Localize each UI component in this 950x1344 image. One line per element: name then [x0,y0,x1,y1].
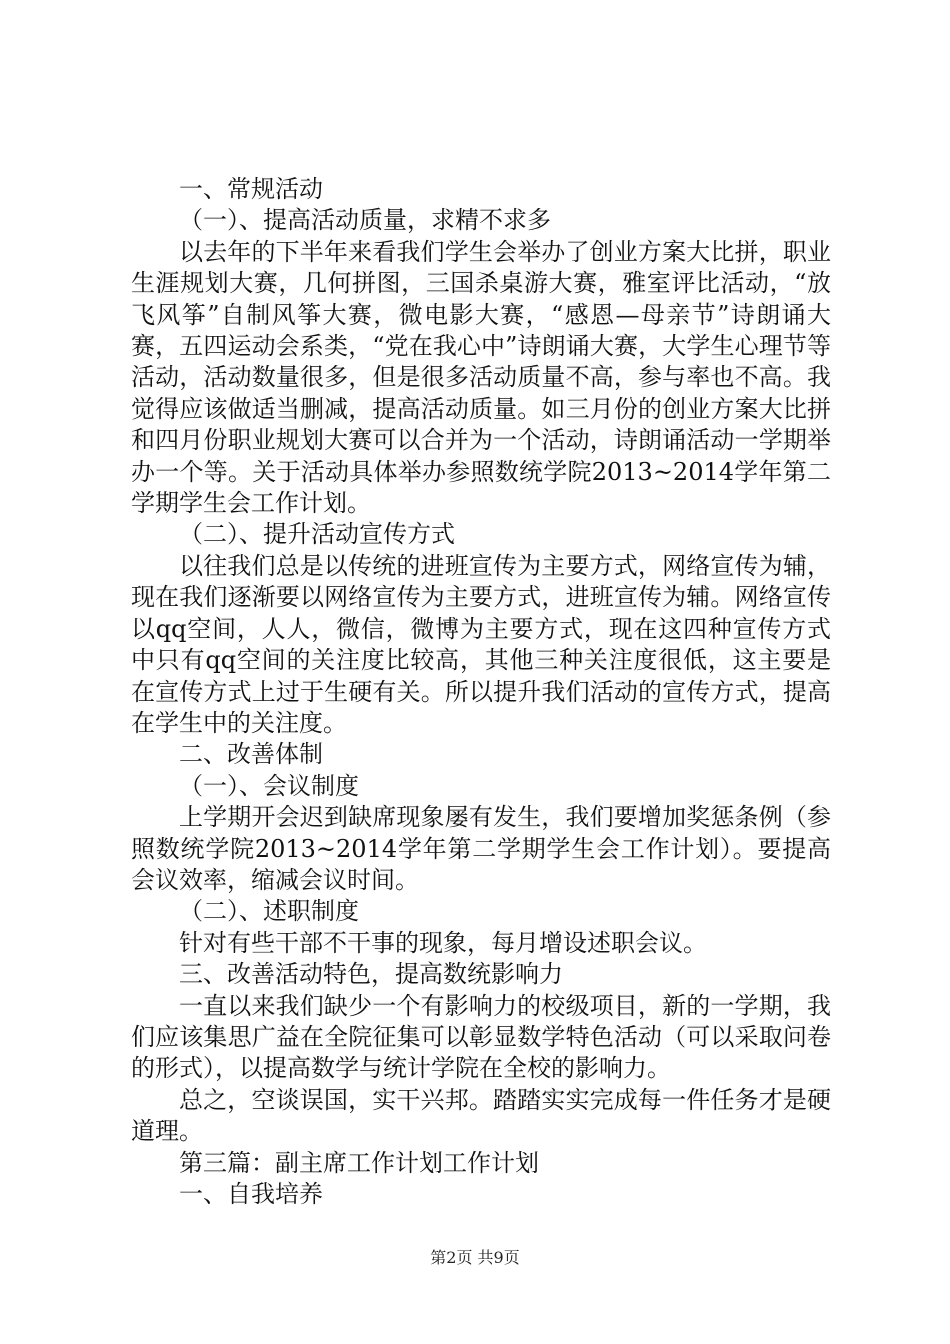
paragraph-promotion: 以往我们总是以传统的进班宣传为主要方式，网络宣传为辅，现在我们逐渐要以网络宣传为主要方式，进班宣传为辅。网络宣传以qq空间，人人，微信，微博为主要方式，现在这四种宣传方式中只有qq空间的关注度比较高，其他三种关注度很低，这主要是在宣传方式上过于生硬有关。所以提升我们活动的宣传方式，提高在学生中的关注度。 [131,551,831,737]
subheading-activity-quality: （一）、提高活动质量，求精不求多 [179,206,551,235]
heading-improve-system: 二、改善体制 [179,740,323,769]
heading-activity-features: 三、改善活动特色，提高数统影响力 [179,960,563,989]
paragraph-conclusion: 总之，空谈误国，实干兴邦。踏踏实实完成每一件任务才是硬道理。 [131,1085,831,1146]
paragraph-reporting: 针对有些干部不干事的现象，每月增设述职会议。 [179,928,707,957]
paragraph-activity-review: 以去年的下半年来看我们学生会举办了创业方案大比拼，职业生涯规划大赛，几何拼图，三国杀桌游大赛，雅室评比活动，“放飞风筝”自制风筝大赛，微电影大赛，“感恩—母亲节”诗朗诵大赛，五四运动会系类，“党在我心中”诗朗诵大赛，大学生心理节等活动，活动数量很多，但是很多活动质量不高，参与率也不高。我觉得应该做适当删减，提高活动质量。如三月份的创业方案大比拼和四月份职业规划大赛可以合并为一个活动，诗朗诵活动一学期举办一个等。关于活动具体举办参照数统学院2013~2014学年第二学期学生会工作计划。 [131,237,831,518]
page-number-footer: 第2页 共9页 [430,1248,520,1267]
paragraph-meeting: 上学期开会迟到缺席现象屡有发生，我们要增加奖惩条例（参照数统学院2013~2014学年第二学期学生会工作计划）。要提高会议效率，缩减会议时间。 [131,803,831,894]
heading-part-three: 第三篇：副主席工作计划工作计划 [179,1148,539,1177]
document-body [131,174,831,1210]
paragraph-features: 一直以来我们缺少一个有影响力的校级项目，新的一学期，我们应该集思广益在全院征集可以彰显数学特色活动（可以采取问卷的形式），以提高数学与统计学院在全校的影响力。 [131,991,831,1083]
subheading-meeting-system: （一）、会议制度 [179,771,359,800]
subheading-promotion-method: （二）、提升活动宣传方式 [179,520,455,549]
heading-self-cultivation: 一、自我培养 [179,1180,323,1208]
heading-routine-activities: 一、常规活动 [179,175,323,203]
subheading-reporting-system: （二）、述职制度 [179,897,359,926]
